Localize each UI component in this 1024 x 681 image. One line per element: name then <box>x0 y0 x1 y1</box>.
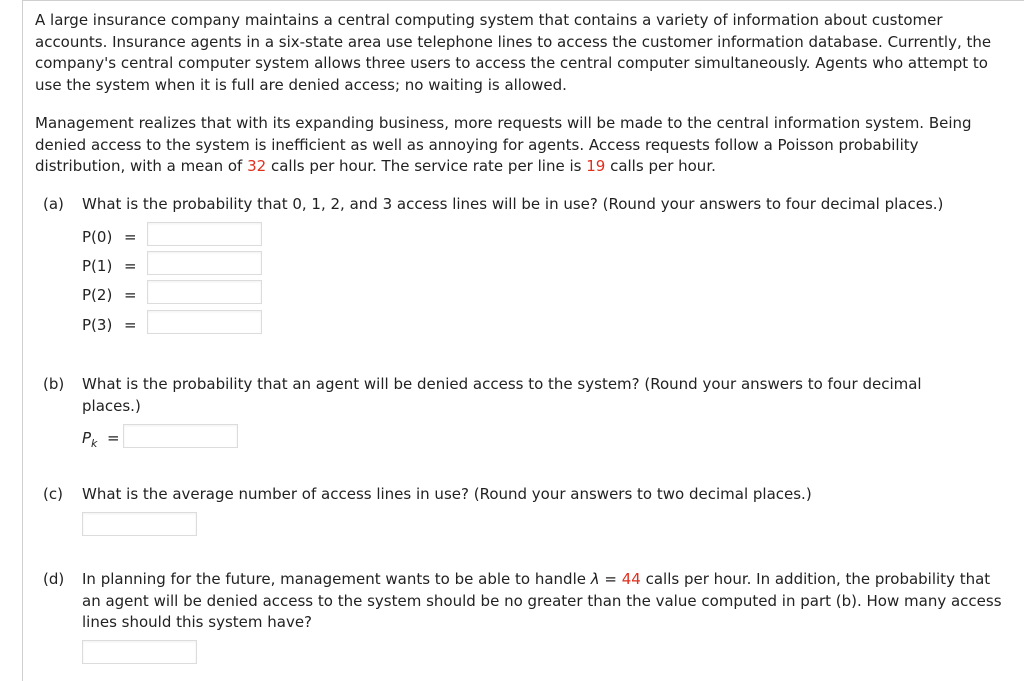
p2-equals: = <box>124 286 137 304</box>
p2-label: P(2) <box>82 286 113 304</box>
part-c-label: (c) <box>43 485 63 503</box>
p2-input[interactable] <box>147 280 262 304</box>
lambda-value: 44 <box>621 570 641 588</box>
part-d-text-2: calls per hour. In addition, the probability that an agent will be denied access to the system should be no greater than the value computed in part (b). How many access lines should this system have? <box>82 570 1002 631</box>
p3-equals: = <box>124 316 137 334</box>
avg-lines-input[interactable] <box>82 512 197 536</box>
lambda-symbol: λ <box>590 570 600 588</box>
p1-label: P(1) <box>82 257 113 275</box>
p3-input[interactable] <box>147 310 262 334</box>
p1-input[interactable] <box>147 251 262 275</box>
part-a-label: (a) <box>43 195 64 213</box>
part-b-question: What is the probability that an agent will be denied access to the system? (Round your answers to four decimal places.) <box>82 375 922 415</box>
intro-text-2: calls per hour. The service rate per line is <box>266 157 587 175</box>
mean-calls-value: 32 <box>247 157 267 175</box>
p0-input[interactable] <box>147 222 262 246</box>
part-d-label: (d) <box>43 570 65 588</box>
pk-subscript: k <box>91 437 98 450</box>
part-d-text-1: In planning for the future, management wants to be able to handle <box>82 570 591 588</box>
intro-paragraph-1: A large insurance company maintains a central computing system that contains a variety of information about customer accounts. Insurance agents in a six-state area use telephone lines to access the customer information database. Currently, the company's central computer system allows three users to access the central computer simultaneously. Agents who attempt to use the system when it is full are denied access; no waiting is allowed. <box>35 11 992 94</box>
access-lines-input[interactable] <box>82 640 197 664</box>
pk-main: P <box>82 429 92 447</box>
service-rate-value: 19 <box>586 157 606 175</box>
p0-label: P(0) <box>82 228 113 246</box>
part-c-question: What is the average number of access lines in use? (Round your answers to two decimal places.) <box>82 485 812 503</box>
pk-input[interactable] <box>123 424 238 448</box>
p0-equals: = <box>124 228 137 246</box>
part-b-label: (b) <box>43 375 65 393</box>
pk-equals: = <box>107 429 120 447</box>
intro-paragraph-2 <box>35 113 1010 178</box>
part-a-question: What is the probability that 0, 1, 2, and 3 access lines will be in use? (Round your answers to four decimal places.) <box>82 195 944 213</box>
pk-label <box>82 428 97 455</box>
lambda-equals: = <box>599 570 622 588</box>
part-d-question <box>82 569 1012 634</box>
p1-equals: = <box>124 257 137 275</box>
p3-label: P(3) <box>82 316 113 334</box>
intro-text-3: calls per hour. <box>605 157 716 175</box>
intro-text-1: Management realizes that with its expanding business, more requests will be made to the central information system. Being denied access to the system is inefficient as well as annoying for agents. Access requests follow a Poisson probability distribution, with a mean of <box>35 114 972 175</box>
